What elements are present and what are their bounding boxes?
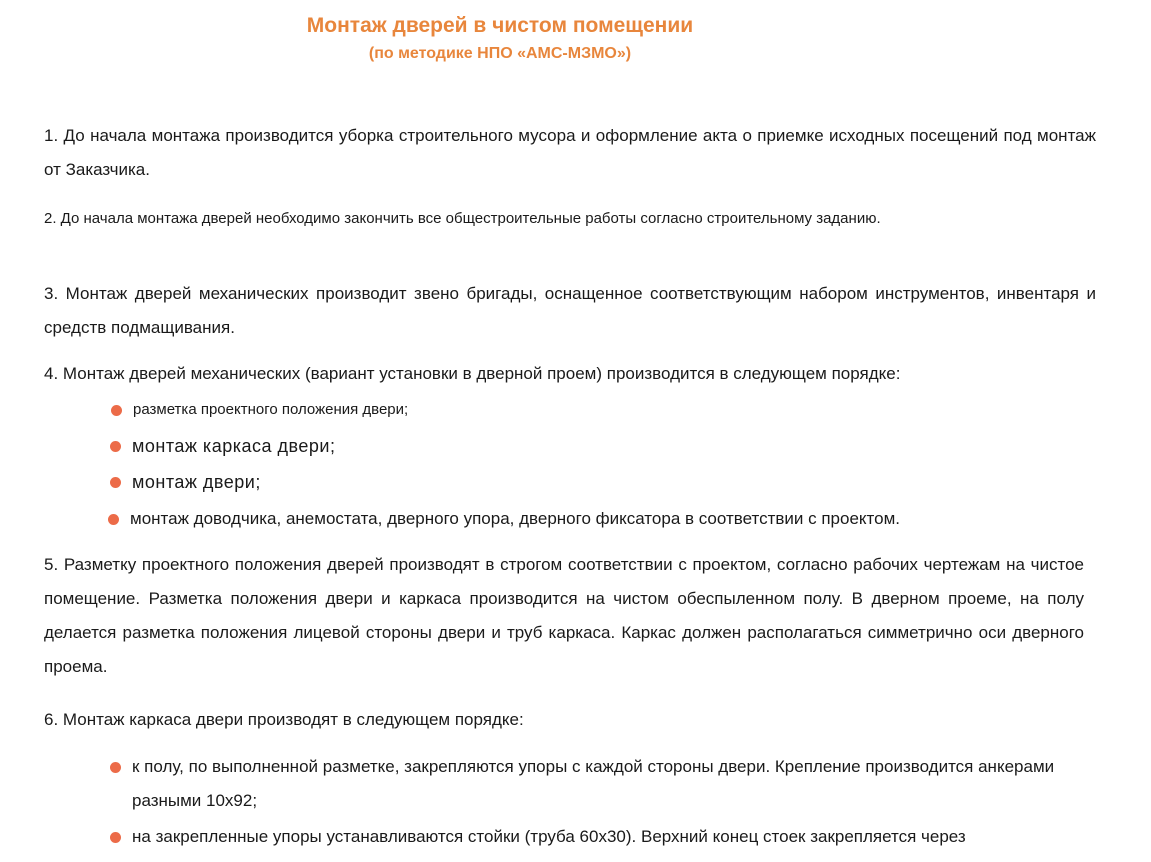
list-item	[133, 393, 408, 427]
list-item	[132, 750, 1122, 818]
list-item-text: монтаж доводчика, анемостата, дверного упора, дверного фиксатора в соответствии с проектом.	[130, 509, 900, 528]
bullet-dot-icon	[110, 762, 121, 773]
list-item	[132, 429, 335, 463]
bullet-dot-icon	[110, 477, 121, 488]
list-item-text: на закрепленные упоры устанавливаются стойки (труба 60х30). Верхний конец стоек закрепляется через	[132, 827, 966, 846]
paragraph-4: 4. Монтаж дверей механических (вариант установки в дверной проем) производится в следующем порядке:	[44, 364, 901, 383]
bullet-dot-icon	[110, 832, 121, 843]
bullet-dot-icon	[111, 405, 122, 416]
list-item	[132, 820, 966, 854]
bullet-dot-icon	[108, 514, 119, 525]
list-item	[130, 502, 900, 536]
paragraph-5: 5. Разметку проектного положения дверей производят в строгом соответствии с проектом, согласно рабочих чертежам на чистое помещение. Разметка положения двери и каркаса производится на чистом обеспыленном полу. В дверном проеме, на полу делается разметка положения лицевой стороны двери и труб каркаса. Каркас должен располагаться симметрично оси дверного проема.	[44, 555, 1084, 676]
bullet-dot-icon	[110, 441, 121, 452]
list-item-text: монтаж каркаса двери;	[132, 436, 336, 456]
document-title: Монтаж дверей в чистом помещении	[306, 14, 694, 37]
paragraph-3: 3. Монтаж дверей механических производит звено бригады, оснащенное соответствующим набором инструментов, инвентаря и средств подмащивания.	[44, 284, 1096, 337]
document-subtitle: (по методике НПО «АМС-МЗМО»)	[368, 45, 632, 62]
list-item-text: к полу, по выполненной разметке, закрепляются упоры с каждой стороны двери. Крепление производится анкерами разными 10х92;	[132, 757, 1055, 810]
list-item	[132, 465, 261, 499]
list-item-text: разметка проектного положения двери;	[133, 401, 409, 418]
paragraph-2: 2. До начала монтажа дверей необходимо закончить все общестроительные работы согласно строительному заданию.	[44, 210, 881, 227]
list-item-text: монтаж двери;	[132, 472, 261, 492]
paragraph-1: 1. До начала монтажа производится уборка строительного мусора и оформление акта о приемке исходных посещений под монтаж от Заказчика.	[44, 126, 1096, 179]
paragraph-6: 6. Монтаж каркаса двери производят в следующем порядке:	[44, 710, 524, 729]
